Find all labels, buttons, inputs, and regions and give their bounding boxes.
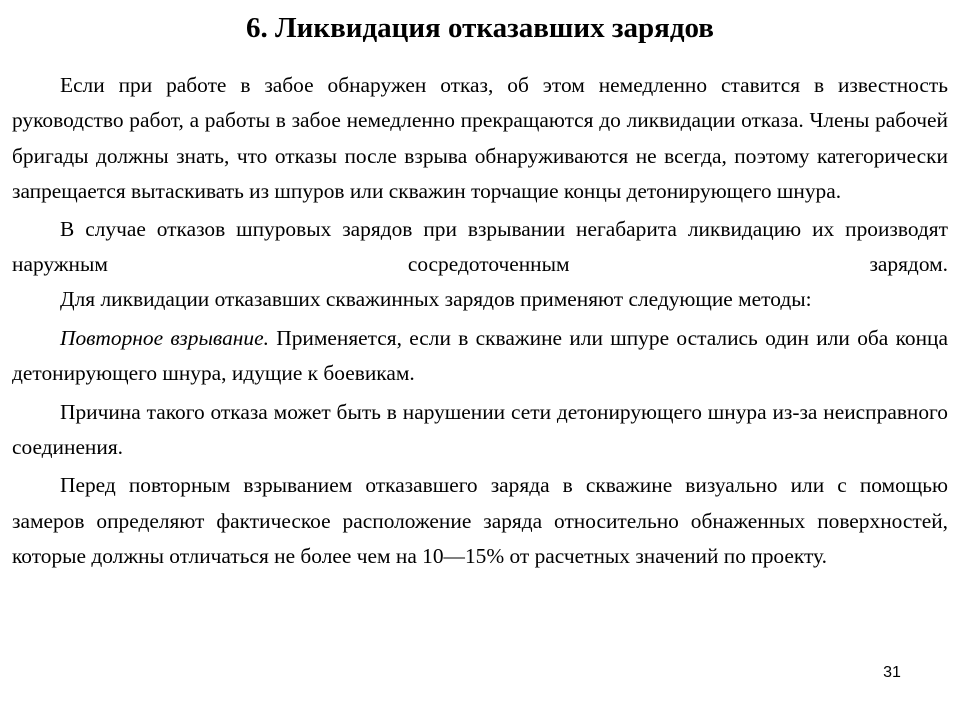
paragraph-failure-cause: Причина такого отказа может быть в нарушении сети детонирующего шнура из-за неисправного соединения. bbox=[12, 399, 948, 460]
page-number: 31 bbox=[883, 664, 901, 681]
slide-body bbox=[12, 68, 948, 575]
slide-title: 6. Ликвидация отказавших зарядов bbox=[246, 12, 714, 44]
paragraph-failure-detection: Если при работе в забое обнаружен отказ, об этом немедленно ставится в известность руководство работ, а работы в забое немедленно прекращаются до ликвидации отказа. Члены рабочей бригады должны знать, что отказы после взрыва обнаруживаются не всегда, поэтому категорически запрещается вытаскивать из шпуров или скважин торчащие концы детонирующего шнура. bbox=[12, 73, 948, 204]
paragraph-repeat-blasting bbox=[12, 321, 948, 392]
repeat-blasting-text: Применяется, если в скважине или шпуре остались один или оба конца детонирующего шнура, идущие к боевикам. bbox=[12, 325, 948, 386]
repeat-blasting-term: Повторное взрывание. bbox=[60, 325, 269, 350]
paragraph-before-reblast: Перед повторным взрыванием отказавшего заряда в скважине визуально или с помощью замеров определяют фактическое расположение заряда относительно обнаженных поверхностей, которые должны отличаться не более чем на 10—15% от расчетных значений по проекту. bbox=[12, 473, 948, 569]
paragraph-methods-intro: Для ликвидации отказавших скважинных зарядов применяют следующие методы: bbox=[60, 287, 812, 312]
paragraph-borehole-charges: В случае отказов шпуровых зарядов при взрывании негабарита ликвидацию их производят наружным сосредоточенным зарядом. bbox=[12, 216, 948, 277]
